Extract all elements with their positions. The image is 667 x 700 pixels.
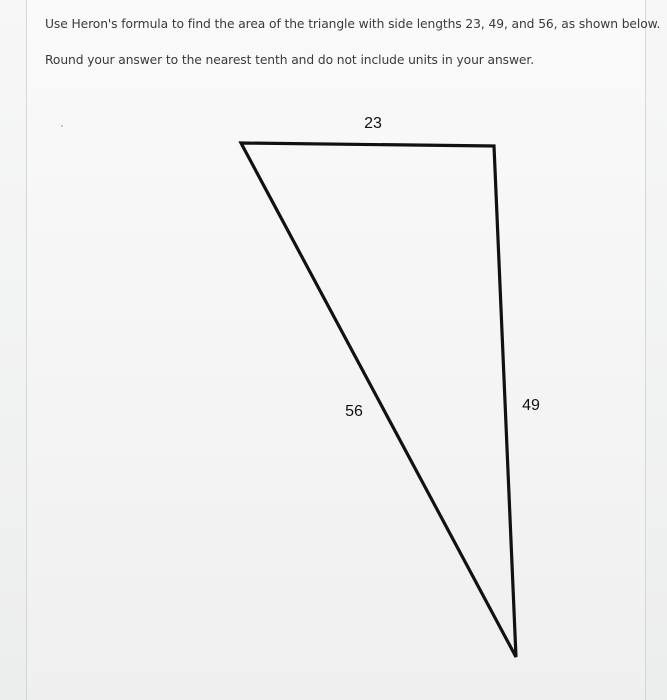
side-label-left: 56 xyxy=(345,403,363,420)
rounding-instruction: Round your answer to the nearest tenth and do not include units in your answer. xyxy=(45,53,535,67)
side-label-top: 23 xyxy=(364,115,382,132)
side-label-right: 49 xyxy=(522,397,540,414)
question-text: Use Heron's formula to find the area of the triangle with side lengths 23, 49, and 56, as shown below. xyxy=(45,17,661,31)
triangle-shape xyxy=(241,143,516,657)
